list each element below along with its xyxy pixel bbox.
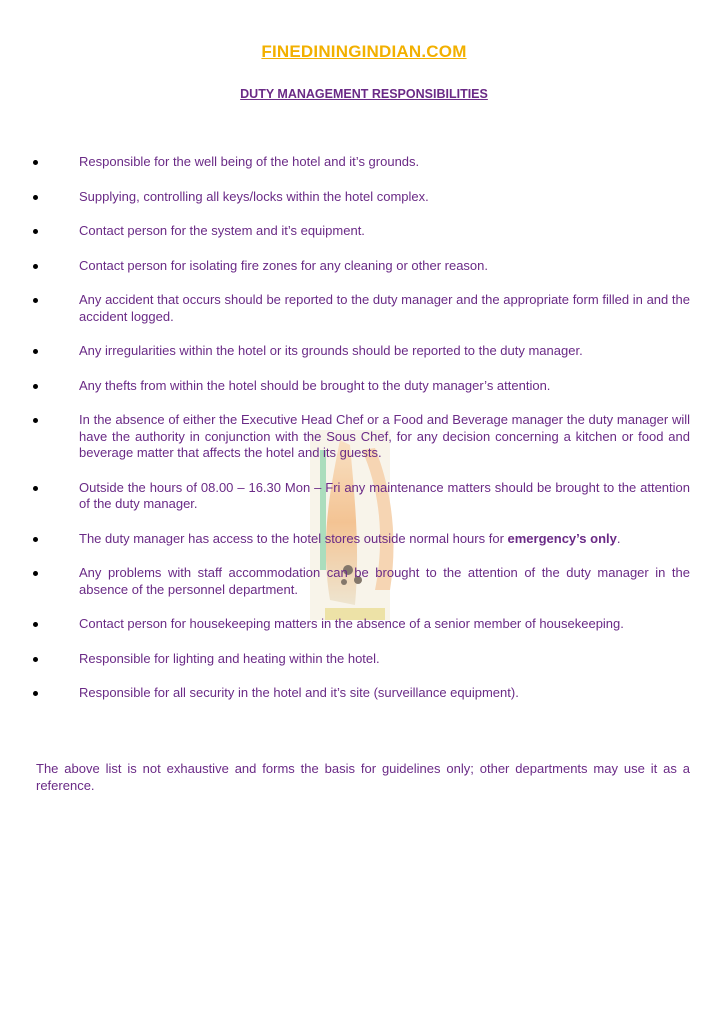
list-item (0, 292, 728, 325)
list-item (0, 189, 728, 206)
bullet-icon (33, 195, 38, 200)
responsibility-list (0, 154, 728, 720)
list-item (0, 480, 728, 513)
bullet-icon (33, 298, 38, 303)
bullet-icon (33, 691, 38, 696)
list-item-text: Contact person for isolating fire zones for any cleaning or other reason. (79, 257, 489, 273)
bullet-icon (33, 486, 38, 491)
list-item (0, 343, 728, 360)
bullet-icon (33, 384, 38, 389)
emphasis-text: emergency’s only (507, 530, 617, 546)
bullet-icon (33, 418, 38, 423)
list-item-text: Any problems with staff accommodation can be brought to the attention of the duty manager in the absence of the personnel department. (79, 565, 690, 597)
list-item (0, 685, 728, 702)
list-item (0, 565, 728, 598)
list-item-text: Any irregularities within the hotel or its grounds should be reported to the duty manager. (79, 343, 583, 358)
bullet-icon (33, 349, 38, 354)
list-item (0, 412, 728, 462)
list-item-lead-text: The duty manager has access to the hotel stores outside normal hours for (79, 530, 508, 546)
list-item-text (79, 531, 690, 548)
list-item-text: Responsible for lighting and heating within the hotel. (79, 650, 380, 666)
bullet-icon (33, 537, 38, 542)
list-item-text: Any thefts from within the hotel should be brought to the duty manager’s attention. (79, 377, 551, 393)
closing-note: The above list is not exhaustive and forms the basis for guidelines only; other departments may use it as a reference. (36, 761, 690, 793)
list-item-text: Responsible for all security in the hotel and it’s site (surveillance equipment). (79, 685, 519, 700)
list-item-text: Responsible for the well being of the hotel and it’s grounds. (79, 154, 420, 169)
list-item (0, 651, 728, 668)
list-item-text: Contact person for the system and it’s equipment. (79, 223, 365, 238)
bullet-icon (33, 264, 38, 269)
list-item-suffix: . (616, 530, 621, 546)
bullet-icon (33, 622, 38, 627)
list-item-text: In the absence of either the Executive Head Chef or a Food and Beverage manager the duty manager will have the authority in conjunction with the Sous Chef, for any decision concerning a kitchen or food and beverage matter that affects the hotel and its guests. (79, 412, 690, 460)
list-item (0, 223, 728, 240)
list-item-text: Outside the hours of 08.00 – 16.30 Mon – Fri any maintenance matters should be brought to the attention of the duty manager. (79, 479, 690, 511)
list-item-text: Supplying, controlling all keys/locks within the hotel complex. (79, 188, 429, 204)
bullet-icon (33, 571, 38, 576)
list-item-text: Any accident that occurs should be reported to the duty manager and the appropriate form filled in and the accident logged. (79, 292, 690, 324)
list-item (0, 378, 728, 395)
list-item (0, 258, 728, 275)
bullet-icon (33, 229, 38, 234)
site-title: FINEDININGINDIAN.COM (261, 42, 467, 61)
list-item (0, 154, 728, 171)
document-title: DUTY MANAGEMENT RESPONSIBILITIES (240, 87, 488, 101)
list-item-text: Contact person for housekeeping matters in the absence of a senior member of housekeeping. (79, 616, 624, 631)
list-item (0, 531, 728, 548)
bullet-icon (33, 657, 38, 662)
bullet-icon (33, 160, 38, 165)
list-item (0, 616, 728, 633)
